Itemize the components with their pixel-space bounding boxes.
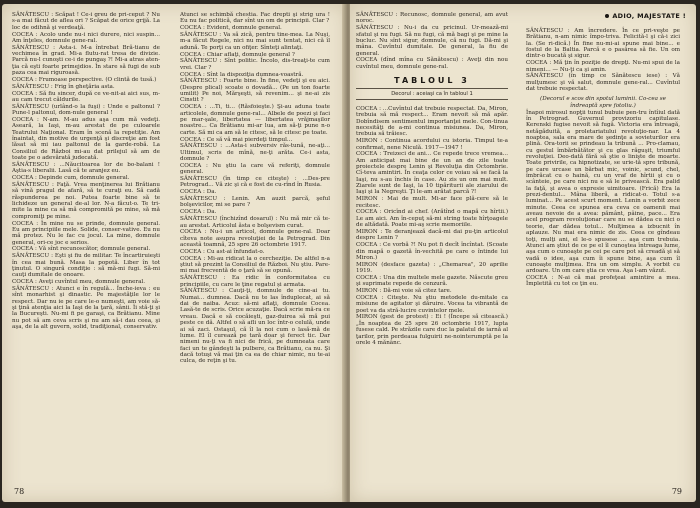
text-paragraph: SĂNĂTESCU (urlând-o la fuşi) : Unde e paltonul ? Pune-l paltonul, dom-nule general ! [12,103,160,117]
text-paragraph: COCEA : În mine nu se prinde, domnule general. Eu am principiile mele. Solide, conser-vative. Eu nu mă protez. Nu le fac cu jocul. La mine, domnule general, ori-ce joc e serios. [12,220,160,246]
text-paragraph: COCEA : Nu-i un articol, domnule gene-ral. Doar cîteva note asupra revoluţiei de la Petrograd. Din aceastâ toamnă, 25 spre 26 octombrie 1917. [180,229,330,249]
text-paragraph: COCEA : ...Cuvîntul dat trebuie respectat. Da, Miron, trebuia să mă respect... Eram nevoit să mă apăr. Dobîndisem sentimentul importanţei mele. Con-tinua necesităţi de a-mi continua misiunea. Da, Miron, trebuia să trăiesc. [356,105,508,138]
text-paragraph: SĂNĂTESCU : Sînt politic. Încolo, dis-treaţi-te cum vrei. Clar ? [180,58,330,71]
text-paragraph: COCEA : Frumoase perspective. (O clintă de tusă.) [12,76,157,83]
text-paragraph: SĂNĂTESCU : Foarte bine. În fine, vedeţi şi eu aici. (Despre plical) scoate o dovadă... (Pe un ton foarte umilit) Pe noi, Mărşeşti, să revenim... şi ne-ai zis Cinstit ? [180,78,330,104]
text-paragraph: SĂNĂTESCU : Faţă. Vrea menţinerea lui Brătianu să vină pragul de afară, să te curaţi eu. Să cadă răspunderea pe noi. Putea foarte bine să te lichideze un general de-al lor. N-a făcut-o. Te tri-mite la mine ca să mă compromită pe mine, să mă compromiţi pe mine. [12,181,160,220]
text-paragraph: Atunci se schimbă chestia. Fac drepti şi strig ura ! Eu nu fac politică, dar sînt un om de principii. Clar ? [180,12,330,25]
text-paragraph: SĂNĂTESCU (în timp ce Sănătescu iese) : Vă mulţumesc şi vă salut, domnule gene-ral... Cuvîntul dat trebuie respectat. [526,73,680,93]
rule-top [356,88,508,89]
text-paragraph: SĂNĂTESCU : Atunci e în regulă... Înche-ieva : eu sînt monarhist şi dinastic. Pe majestăţile lor le respect. Dar nu ie pe care le-o numeşti, am voie să-şi ţină atenţia aici la Iaşi de la ţară, sânii. Îi stă-ţi şi la Bucureşti. Nu-mi fi pe garaşi, ca Brătianu. Mine nu pot să am ceva scris şi nu am să-i dau ceea, şi aşa, de la alt guvern, solid, tradiţional, conservativ. [12,285,160,330]
scene-heading [356,78,508,100]
text-paragraph: COCEA : Vă sînt recunoscător, domnule general. [12,246,151,253]
page-number-left: 78 [14,487,25,496]
text-paragraph: Înapoi mirosul nopţii tunul bubuie pen-tru întîiul dată în Petrograd. Guvernul provizoriu capitulase. Kerenski fugise nevoit să fugă. Victoria era întreagă, netăgăduită, a proletariatului revoluţio-nar. La 4 noaptea, sala era mare de şedinţe a sovieturilor era plină. Ora-torii se prindeau la tribună ... Pro-clamau, cu gestul îmbărbătător şi cu glas răguşit, triumful revoluţiei. Deo-dată fără să ştie o linişte de moarte. Toate privirile, ca hipnotizate, se urie-tă spre tribună, pe care urcase un bărbat mic, voinic, scund, chel, îmbrăcat cu o haină, cu un vraf de hîrtii şi cu o scânteie, pe care nici nu e să le privească. Era palid la faţă, şi avea o expresie uimitoare. (Frică) Era la prezi-dentul... Mâna liberă, a ridicat-o. Totul s-a luminat... Pe acest scurt moment. Lenin a vorbit zece minute. Ceea ce spunea era ceva ce oamenii mai aveau nevoie de a avea: pământ, pâine, pace... Era acel program revoluţionar care nu se dădea cu nici o teorie, dar dădea totul... Mulţimea a izbucnit în aplauze. Nu mai era nimic de zis. Ceea ce gîndeau toţi, mulţi ani, el le-o spusese ... aşa cum trebuia. Atunci am ştiut de ce pe el îl cunoştea întreaga lume, aşa cum o cunoaşte pe cei pe care pot să creadă şi să vadă o idee, aşa cum îi spune bine, aşa cum îl cunoaşte mulţimea. Era un om simplu. A vorbit cu ardoare. Un om care ştia ce vrea. Aşa l-am văzut. [526,109,680,275]
text-paragraph: SĂNĂTESCU (închizînd dosarul) : Nu mă mir că te-au arestat. Articolul ăsta e bolşevism curat. [180,216,330,229]
left-column-1 [12,12,160,331]
text-paragraph: COCEA : Da. [180,209,217,216]
text-paragraph: SĂNĂTESCU : Recunosc, domnule general, am avut noroc. [356,12,508,25]
text-paragraph: COCEA : Mă ţin în poziţie de drepţi. Nu-mi spui de la nimeni... — Nu-ţi ca şi amin. [526,60,680,73]
text-paragraph: COCEA : Da. [180,189,217,196]
right-column-1 [356,12,508,347]
text-paragraph: COCEA : Depinde cum, domnule general. [12,175,130,182]
scene-number: 3 [455,76,470,86]
text-paragraph: COCEA : Ce vorbă ?! Nu pot fi decît încîntat. (Scoate din mapă o gazetă în-vechită pe care o întinde lui Miron.) [356,242,508,261]
scene-setting: Decorul : aceiaşi ca în tabloul 1 [391,91,473,98]
text-paragraph: MIRON : Mai de mult. Mi-ar face plă-cere să le recitesc. [356,196,508,209]
scene-title: TABLOUL [394,76,456,86]
bullet-icon [605,14,609,18]
text-paragraph: SĂNĂTESCU : Frig în gheţăria asta. [12,83,115,90]
text-paragraph: COCEA : Acolo unde nu-i nici durere, nici suspin... Am înţeles, domnule gene-ral. [12,31,160,44]
text-paragraph: COCEA : Treizeci de ani... Ce repede trece vremea... Am anticipat mai bine de un an de zile toate proiectele despre Lenin şi Revoluţia din Octombrie. Cî-teva amintiri. În ceaţa celor ce voiau să se facă la Iaşi, nu s-au închis în case. Au zis un om mai mult. Ziarele sunt de Iaşi, la 10 tipăriturii ale ziarului de Iaşi şi la Negreşti. Ţi le-am arătat parcă ?! [356,151,508,196]
left-page [2,4,346,502]
text-paragraph: COCEA : N-am. M-au adus aşa cum mă vedeţi. Aseară, la Iaşi, m-au arestat de pe culoarele Teatrului Naţional. Eram în scenă la repetiţie. Am înaintat, din motive de urgenţă şi discreţie am fost lăsat să mi iau paltonul de la garde-robă. La Consiliul de Război mi-au dat prilejul să am de toate pe o adevărată judecată. [12,117,160,162]
text-paragraph: SĂNĂTESCU : ...Năucitoarea lor de bo-balani ! Aştia-s liberalii. Lasă că te aranjez eu. [12,161,160,175]
page-number-right: 79 [671,487,682,496]
text-paragraph: COCEA : Oricînd ai chef. (Arătînd o mapă cu hîrtii.) Le am aici. Am în-cepuţ să-mi string toate hîrţoagele de altădată. Poate mi-aş scrie memoriile. [356,209,508,229]
text-paragraph: SĂNĂTESCU : Eşti şi fiu de militar. Te încartiruieşti în cea mai bună. Masa la popotă. Liber în tot ţinutul. O singură condiţie : să mă-mi fugi. Să-mi cauţi dumitale de onoare. [12,253,160,279]
text-paragraph: SĂNĂTESCU : Asta-i. M-a întrebat Bră-tianu de vechimea în grad. Mi-a flutu-rat tresa de divizie. Parcă nu-l cunoşti ce-i de pungaş ?! Mi-a atras aten-ţia că eşti foarte primejdios. În stare să fugi de sub paza cea mai riguroasă. [12,44,160,77]
text-paragraph: MIRON (desface gazeta) : „Chemarea", 20 aprilie 1919. [356,261,508,275]
text-paragraph: SĂNĂTESCU : Ea ridic în conformitatea cu principiile, cu care le ţine regatul și armata. [180,275,330,288]
text-paragraph: COCEA : Evident, domnule general. [180,25,282,32]
text-paragraph: MIRON : Te deranjează dacă-mi dai pu-ţin articolul despre Lenin ? [356,229,508,242]
text-paragraph: COCEA : Sînt la dispoziţia dumnea-voastră. [180,71,304,78]
text-paragraph: SĂNĂTESCU : Cauţi-ţi, domnule de cine-ai tu. Numai... dumnea. Dacă nu te las înduplecat, ai să dai de naiba. Acuz: să-mi aflaţi, domnule Cocea. Lasă-te de scris. Orice acuzaţie. Dacă scrie mă-ra ce vreau. Dacă e să cocăieşti, gaz-duirea să mă pui peste ce dă. Altfel o să afli un loc într-o celulă, unde ai să zaci. Ostaşul, că îl la noi cum o lasă-mă de lume. El îl curează pe tară doar şi ferect tic. Dar nimeni nu-ţi va fi nici de frică, pe dumneata care faci un te gândeşti la pulbere, ca Brătianu, ca nu. Şi dacă totuşi vă mai ţin ca ea de chiar nimic, nu te-ai culca, de reţin şi tu. [180,288,330,365]
text-paragraph: COCEA : ...Ti, ti... (Răsfoieşte.) Şi-au aduna toate articolele, domnule gene-ral... Albele de poezi şi faci pe mar-şale, libertatea — libertatea vrăjmaşilor noastre... Ca Brătianu mi-ar lua, am să-ţi pune n-o carte. Să mi ca am să le citesc, să le citesc pe toate. [180,104,330,136]
left-column-2 [180,12,330,365]
text-paragraph: COCEA : Cu ast-ai înfundat-o. [180,248,265,255]
right-page [350,4,696,502]
right-column-2 [526,28,680,288]
text-paragraph: MIRON : Dă-mi voie să citez tare. [356,288,452,295]
text-paragraph: SĂNĂTESCU (în timp ce citeşte) : ...Des-pre Petrograd... Vă zic şi că e fost de cu-rînd în Rusia. [180,176,330,189]
text-paragraph: COCEA : Chiar aflaţi, domnule general ? [180,51,295,58]
text-paragraph: COCEA : Mi-au ridicat la o cercheziţie. De altfel n-a ştiut să prezint la Consiliul de Război. Nu ştiu. Pare-mi mai frecventă de o ţară să se opună. [180,255,330,275]
text-paragraph: COCEA : N-ai că mai profeţeai amintire a mea. Împletită cu tot ce ţin eu. [526,275,680,288]
text-paragraph: SĂNĂTESCU : ...Asta-i subversiv răs-tună, ne-aţi... Ultimul, scris de mînă, ne-ţi arăta. Ce-i asta, domnule ? [180,143,330,163]
text-paragraph: MIRON (gest de protest) : Ei ! (Începe să citească.) „În noaptea de 25 spre 26 octombrie 1917, lupta fusese cald. Pe străzile care duc la palatul de iarnă al ţarilor, prin perdeaua fulguirii ne-nointerumptă pe la orele 4 mănânc. [356,314,508,346]
text-paragraph: (Decorul e scos din spotul luminii. Co-cea se îndreaptă spre fotoliu.) [540,96,666,109]
text-paragraph: COCEA : Una din multele mele gazete. Născute greu şi suprimate repede de cenzură. [356,274,508,288]
text-paragraph: COCEA : Ce să vă mai pierdeţi timpul... [180,136,293,143]
text-paragraph: COCEA : Citeşte. Nu ştiu metodele du-mitale ca misiune de agitator şi dăruire. Vocea ta vibrantă de poet va da stră-lucire cuvintelor mele. [356,294,508,314]
text-paragraph: COCEA : Nu ştiu la care vă referiţi, domnule general. [180,162,330,176]
rule-bottom [356,99,508,100]
text-paragraph: COCEA : Să fiu sincer, după ce ve-nit-ai aici sus, m-au cam trecut căldurile. [12,90,160,103]
text-paragraph: SĂNĂTESCU : Lenin. Am auzit parcă, şeful bolşevicilor, mi se pare ? [180,196,330,209]
text-paragraph: SĂNĂTESCU : Va să zică, pentru tine-mea. La Nuşi, m-a făcut Regele, nici nu mai sunt tentat, nici că îl adună. Te porţi ca un ofiţer. Sînteţi alintaţi. [180,32,330,51]
text-paragraph: SĂNĂTESCU : Scăpat ! Ce-i greu de pri-ceput ? Nu s-a mai făcut de aflea ori ? Scăpat de orice grijă. La loc de odihnă şi verdeaţă. [12,12,160,31]
text-paragraph: MIRON : Continua acordului cu istoria. Timpul te-a confirmat, nene Niculă. 1917—1947 ! [356,138,508,151]
text-paragraph: SĂNĂTESCU : Am încredere. În ce pri-veşte pe Brătianu, n-am nimic împo-triva. Felicită-l şi că-i zici la. (Se ri-dică.) În fine nu-mi-ai spune mai bine... e fostul de la Baltia. Parcă e o pasărea să fie. Un om dintr-o bucată şi sigur. [526,28,680,60]
text-paragraph: COCEA (dînd mîna cu Sănătescu) : Aveţi din nou cuvîntul meu, domnule gene-ral. [356,57,508,70]
text-paragraph: COCEA : Aveţi cuvîntul meu, domnule general. [12,279,146,286]
running-header: ADIO, MAJESTATE ! [605,12,686,20]
text-paragraph: SĂNĂTESCU : Nu-i da cu pricinul. Ur-mează-mi sfatul şi nu fugi. Să nu fugi, că mă bagi şi pe mine la bucluc. Nu sînt sigur, domnule, că nu fugi. Dă-mi şi mâna. Cuvîntul dumitale. De general, la fiu de general. [356,25,508,57]
